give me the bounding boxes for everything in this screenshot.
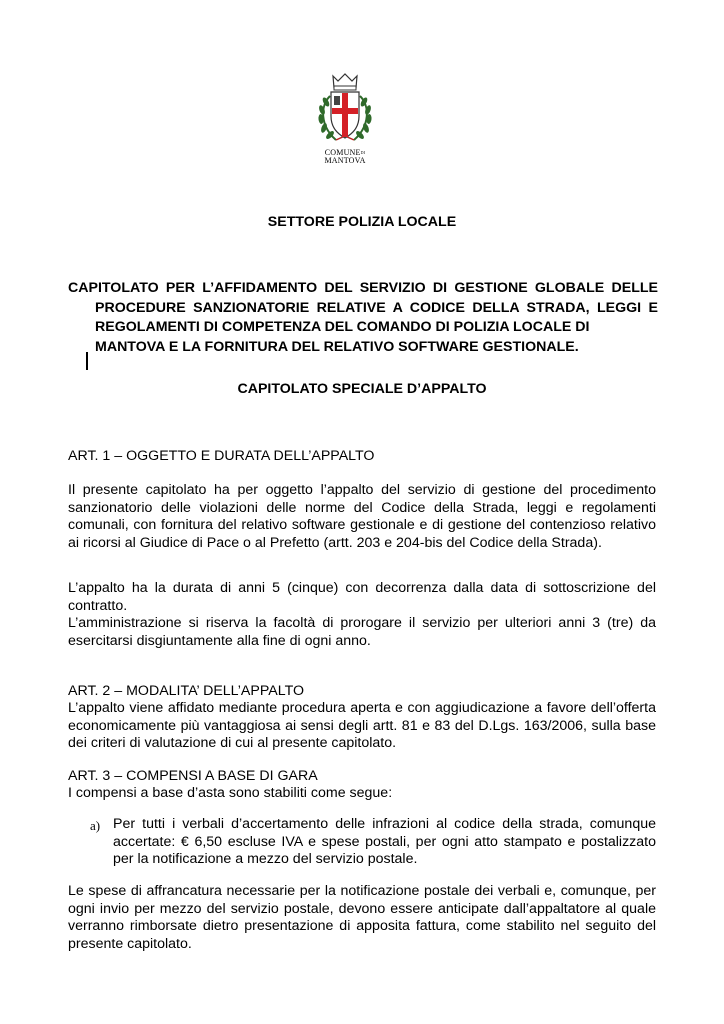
document-title-last: MANTOVA E LA FORNITURA DEL RELATIVO SOFTWARE GESTIONALE. <box>95 338 579 355</box>
art1-paragraph-1: Il presente capitolato ha per oggetto l’appalto del servizio di gestione del procedimento sanzionatorio delle violazioni delle norme del Codice della Strada, leggi e regolamenti comunali, con fornitura del relativo software gestionale e di gestione del contenzioso relativo ai ricorsi al Giudice di Pace o al Prefetto (artt. 203 e 204-bis del Codice della Strada). <box>68 482 656 551</box>
art3-paragraph-2: Le spese di affrancatura necessarie per la notificazione postale dei verbali e, comunque, per ogni invio per mezzo del servizio postale, devono essere anticipate dall’appaltatore al quale verranno rimborsate dietro presentazione di apposita fattura, come stabilito nel seguito del presente capitolato. <box>68 883 656 952</box>
text-cursor <box>86 352 88 370</box>
list-item: Per tutti i verbali d’accertamento delle infrazioni al codice della strada, comunque accertate: € 6,50 escluse IVA e spese postali, per ogni atto stampato e postalizzato per la notificazione a mezzo del servizio postale. <box>113 816 656 868</box>
document-title <box>68 279 658 357</box>
document-title-body <box>68 299 658 358</box>
document-subtitle: CAPITOLATO SPECIALE D’APPALTO <box>237 381 487 397</box>
art1-heading: ART. 1 – OGGETTO E DURATA DELL’APPALTO <box>68 448 375 464</box>
sector-heading: SETTORE POLIZIA LOCALE <box>267 214 457 230</box>
art1-paragraph-3: L’amministrazione si riserva la facoltà di prorogare il servizio per ulteriori anni 3 (tre) da esercitarsi disgiuntamente alla fine di ogni anno. <box>68 615 656 649</box>
document-title-rest: PROCEDURE SANZIONATORIE RELATIVE A CODICE DELLA STRADA, LEGGI E REGOLAMENTI DI COMPETENZA DEL COMANDO DI POLIZIA LOCALE DI <box>95 299 658 335</box>
list-item-marker: a) <box>90 818 101 833</box>
logo-text-comune: $COMUNE^{DI}$ <box>324 148 366 157</box>
art2-heading: ART. 2 – MODALITA’ DELL’APPALTO <box>68 683 305 699</box>
art1-paragraph-2: L’appalto ha la durata di anni 5 (cinque) con decorrenza dalla data di sottoscrizione del contratto. <box>68 580 656 614</box>
coat-of-arms-icon <box>312 72 378 148</box>
logo-text-mantova: MANTOVA <box>324 156 366 165</box>
art3-heading: ART. 3 – COMPENSI A BASE DI GARA <box>68 768 318 784</box>
art2-paragraph-1: L’appalto viene affidato mediante procedura aperta e con aggiudicazione a favore dell’offerta economicamente più vantaggiosa ai sensi degli artt. 81 e 83 del D.Lgs. 163/2006, sulla base dei criteri di valutazione di cui al presente capitolato. <box>68 700 656 752</box>
comune-di-mantova-logo <box>312 72 378 172</box>
art3-intro: I compensi a base d’asta sono stabiliti come segue: <box>68 785 393 801</box>
document-title-line1: CAPITOLATO PER L’AFFIDAMENTO DEL SERVIZIO DI GESTIONE GLOBALE DELLE <box>68 280 658 296</box>
